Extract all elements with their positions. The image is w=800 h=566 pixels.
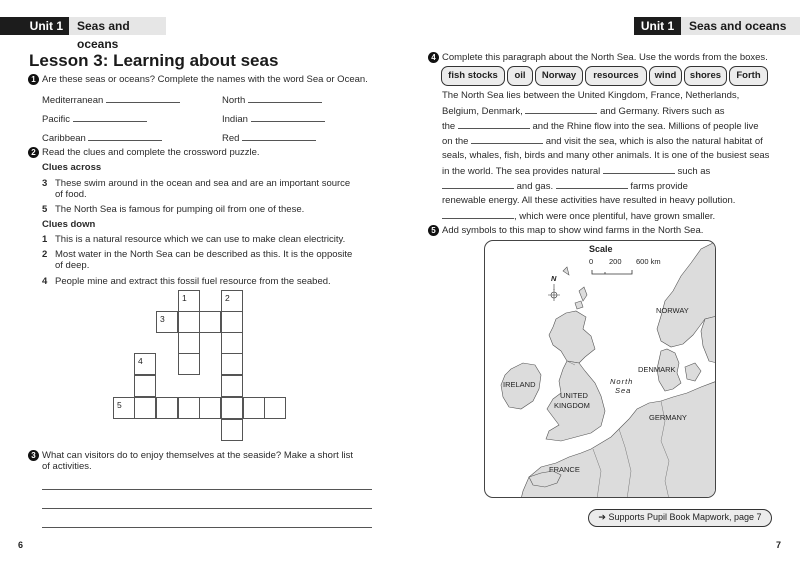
page-number-right: 7 [776, 540, 782, 550]
word-box-resources: resources [585, 66, 647, 86]
crossword-cell[interactable] [199, 397, 221, 419]
answer-blank[interactable] [556, 180, 628, 189]
label-kingdom: KINGDOM [554, 401, 590, 410]
label-sea: Sea [615, 386, 632, 395]
crossword-cell[interactable] [178, 353, 200, 375]
topic-label-left: Seas and oceans [69, 17, 166, 35]
crossword-cell[interactable] [221, 353, 243, 375]
clue-down-2-cont: of deep. [55, 260, 90, 271]
question-number-3: 3 [28, 450, 39, 461]
q1-item-north: North [222, 94, 322, 107]
map-drawing [485, 241, 716, 498]
answer-blank[interactable] [248, 94, 322, 103]
q1-item-indian: Indian [222, 113, 325, 126]
page-number-left: 6 [18, 540, 24, 550]
crossword-cell[interactable] [178, 397, 200, 419]
answer-blank[interactable] [442, 210, 514, 219]
crossword-cell[interactable] [178, 332, 200, 354]
q5-prompt [428, 225, 703, 237]
q1-prompt-text: Are these seas or oceans? Complete the names with the word Sea or Ocean. [42, 74, 368, 85]
crossword-cell[interactable]: 3 [156, 311, 178, 333]
q3-prompt-text: What can visitors do to enjoy themselves at the seaside? Make a short list [42, 450, 354, 461]
label-denmark: DENMARK [638, 365, 676, 374]
q2-prompt [28, 147, 260, 159]
label-germany: GERMANY [649, 413, 687, 422]
answer-blank[interactable] [73, 113, 147, 122]
pupil-book-reference: ➔ Supports Pupil Book Mapwork, page 7 [588, 509, 772, 527]
label-united: UNITED [560, 391, 588, 400]
q1-prompt [28, 74, 368, 86]
q4-prompt [428, 52, 768, 64]
crossword-cell[interactable] [264, 397, 286, 419]
label-norway: NORWAY [656, 306, 689, 315]
paragraph-line-5: seals, whales, fish, birds and many other animals. It is one of the busiest seas [442, 150, 770, 161]
scale-title: Scale [589, 244, 613, 254]
paragraph-line-4: on the and visit the sea, which is also the natural habitat of [442, 136, 763, 147]
crossword-cell[interactable] [221, 311, 243, 333]
clue-across-3-cont: of food. [55, 189, 87, 200]
question-number-5: 5 [428, 225, 439, 236]
answer-blank[interactable] [458, 120, 530, 129]
q1-item-red: Red [222, 132, 316, 145]
q1-item-pacific: Pacific [42, 113, 147, 126]
clue-down-4: 4 People mine and extract this fossil fuel resource from the seabed. [42, 276, 331, 287]
crossword-cell[interactable] [156, 397, 178, 419]
word-box-oil: oil [507, 66, 533, 86]
crossword-cell[interactable]: 5 [113, 397, 135, 419]
crossword-cell[interactable] [221, 332, 243, 354]
clues-down-heading: Clues down [42, 219, 96, 230]
scale-tick-600: 600 km [636, 257, 661, 266]
answer-blank[interactable] [442, 180, 514, 189]
question-number-2: 2 [28, 147, 39, 158]
scale-tick-200: 200 [609, 257, 622, 266]
paragraph-line-7: and gas. farms provide [442, 180, 688, 193]
answer-blank[interactable] [242, 132, 316, 141]
answer-blank[interactable] [525, 105, 597, 114]
topic-label-right: Seas and oceans [681, 17, 800, 35]
label-north: North [610, 377, 634, 386]
word-box-shores: shores [684, 66, 727, 86]
answer-blank[interactable] [251, 113, 325, 122]
q1-item-caribbean: Caribbean [42, 132, 162, 145]
label-ireland: IRELAND [503, 380, 536, 389]
crossword-cell[interactable]: 2 [221, 290, 243, 312]
clue-across-3: 3 These swim around in the ocean and sea and are an important source [42, 178, 351, 189]
crossword-cell[interactable] [243, 397, 265, 419]
q2-prompt-text: Read the clues and complete the crossword puzzle. [42, 147, 260, 158]
unit-label-right: Unit 1 [634, 17, 681, 35]
crossword-cell[interactable] [134, 397, 156, 419]
word-box-forth: Forth [729, 66, 768, 86]
crossword-cell[interactable] [221, 375, 243, 397]
north-sea-map[interactable] [484, 240, 716, 498]
answer-blank[interactable] [471, 135, 543, 144]
word-box-norway: Norway [535, 66, 583, 86]
crossword-cell[interactable]: 4 [134, 353, 156, 375]
paragraph-line-2: Belgium, Denmark, and Germany. Rivers such as [442, 106, 725, 117]
clues-across-heading: Clues across [42, 162, 102, 173]
answer-blank[interactable] [603, 165, 675, 174]
paragraph-line-8: renewable energy. All these activities have resulted in heavy pollution. [442, 195, 736, 206]
question-number-4: 4 [428, 52, 439, 63]
question-number-1: 1 [28, 74, 39, 85]
crossword-cell[interactable] [178, 311, 200, 333]
clue-down-1: 1 This is a natural resource which we can use to make clean electricity. [42, 234, 346, 245]
paragraph-line-3: the and the Rhine flow into the sea. Millions of people live [442, 121, 759, 132]
crossword-cell[interactable] [221, 397, 243, 419]
answer-line[interactable] [42, 527, 372, 528]
scale-tick-0: 0 [589, 257, 594, 266]
unit-label-left: Unit 1 [0, 17, 69, 35]
q5-prompt-text: Add symbols to this map to show wind farms in the North Sea. [442, 225, 704, 236]
lesson-title: Lesson 3: Learning about seas [29, 51, 279, 70]
paragraph-line-1: The North Sea lies between the United Kingdom, France, Netherlands, [442, 90, 740, 101]
answer-line[interactable] [42, 489, 372, 490]
q3-prompt-cont: of activities. [42, 461, 92, 472]
compass-north-icon: N [551, 274, 557, 283]
crossword-cell[interactable] [134, 375, 156, 397]
paragraph-line-9: , which were once plentiful, have grown smaller. [442, 210, 715, 223]
crossword-cell[interactable]: 1 [178, 290, 200, 312]
crossword-cell[interactable] [199, 311, 221, 333]
clue-across-5: 5 The North Sea is famous for pumping oil from one of these. [42, 204, 305, 215]
crossword-cell[interactable] [221, 419, 243, 441]
answer-blank[interactable] [88, 132, 162, 141]
clue-down-2: 2 Most water in the North Sea can be described as this. It is the opposite [42, 249, 353, 260]
word-box-fish-stocks: fish stocks [441, 66, 505, 86]
q4-prompt-text: Complete this paragraph about the North Sea. Use the words from the boxes. [442, 52, 768, 63]
answer-line[interactable] [42, 508, 372, 509]
word-box-wind: wind [649, 66, 682, 86]
q1-item-mediterranean: Mediterranean [42, 94, 180, 107]
paragraph-line-6: in the world. The sea provides natural such as [442, 166, 711, 177]
label-france: FRANCE [549, 465, 580, 474]
answer-blank[interactable] [106, 94, 180, 103]
